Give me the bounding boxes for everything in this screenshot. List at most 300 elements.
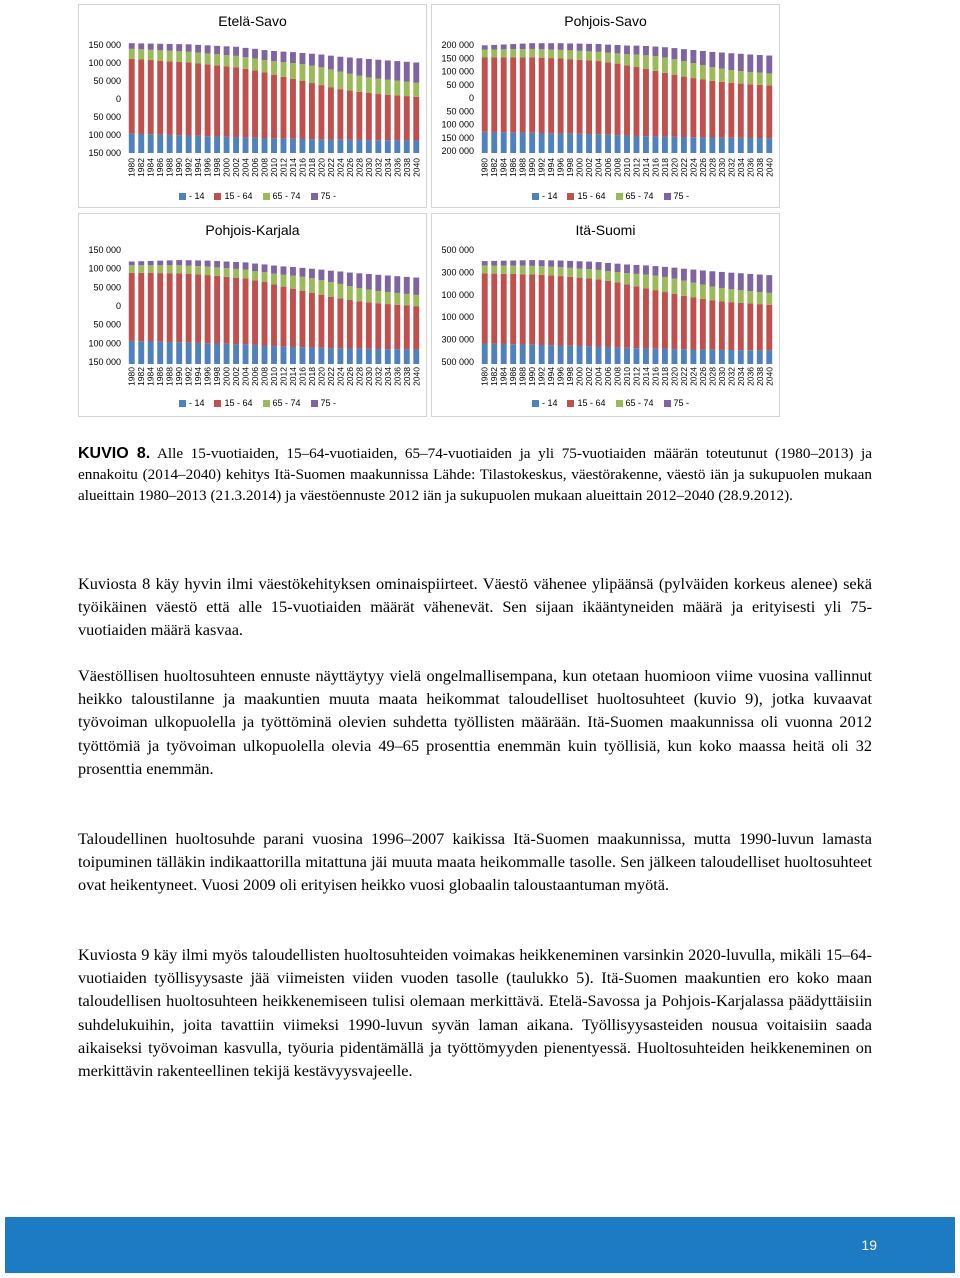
bar-segment-14 (539, 345, 545, 364)
x-tick-label: 2002 (584, 367, 595, 386)
bar-segment-14 (690, 137, 696, 153)
bar-segment-75 (738, 273, 744, 290)
bar-segment-14 (300, 139, 306, 153)
y-tick-label: 200 000 (441, 146, 474, 156)
bar-segment-65-74 (138, 49, 144, 59)
bar-segment-15-64 (653, 71, 659, 137)
bar-segment-75 (138, 43, 144, 49)
bar-segment-75 (404, 62, 410, 82)
x-tick-label: 2014 (640, 367, 651, 386)
x-tick-label: 2004 (593, 367, 604, 386)
bar-segment-65-74 (233, 56, 239, 67)
bar-segment-65-74 (728, 70, 734, 83)
bar-segment-75 (510, 44, 516, 49)
y-tick-label: 200 000 (441, 40, 474, 50)
bar-segment-14 (738, 138, 744, 153)
bar-segment-14 (747, 138, 753, 153)
bar-segment-65-74 (634, 274, 640, 286)
bar-segment-15-64 (224, 277, 230, 344)
bar-segment-15-64 (520, 274, 526, 344)
bar-segment-65-74 (214, 267, 220, 276)
bar-segment-15-64 (385, 304, 391, 349)
x-tick-label: 2034 (735, 367, 746, 386)
bar-segment-14 (356, 140, 362, 153)
x-tick-label: 2026 (344, 158, 355, 177)
bar-segment-65-74 (205, 53, 211, 64)
bar-segment-65-74 (176, 51, 182, 62)
bar-segment-15-64 (539, 275, 545, 345)
chart-pohjois-savo (431, 4, 780, 208)
legend-swatch (214, 193, 221, 200)
x-tick-label: 2006 (603, 367, 614, 386)
bar-segment-65-74 (520, 49, 526, 57)
chart-pohjois-karjala (78, 213, 427, 417)
bar-segment-15-64 (548, 276, 554, 346)
x-tick-label: 2032 (726, 158, 737, 177)
legend-label: 65 - 74 (272, 191, 301, 201)
bar-segment-14 (671, 349, 677, 364)
x-tick-label: 1998 (565, 367, 576, 386)
bar-segment-75 (129, 262, 135, 266)
figure-caption (78, 443, 872, 506)
x-tick-label: 2012 (278, 158, 289, 177)
bar-segment-65-74 (243, 57, 249, 69)
bar-segment-65-74 (520, 266, 526, 274)
x-tick-label: 2026 (697, 367, 708, 386)
bar-segment-75 (529, 260, 535, 266)
x-tick-label: 2038 (754, 158, 765, 177)
bar-segment-14 (690, 349, 696, 364)
bar-segment-75 (539, 260, 545, 266)
x-tick-label: 2030 (363, 367, 374, 386)
bar-segment-65-74 (356, 288, 362, 301)
bar-segment-75 (328, 56, 334, 70)
x-tick-label: 1986 (155, 367, 166, 386)
x-tick-label: 1980 (126, 158, 137, 177)
bar-segment-14 (176, 135, 182, 153)
bar-segment-75 (186, 44, 192, 51)
bar-segment-14 (700, 137, 706, 153)
bar-segment-14 (375, 349, 381, 364)
bar-segment-15-64 (375, 94, 381, 140)
bar-segment-14 (709, 138, 715, 153)
bar-segment-65-74 (719, 288, 725, 301)
bar-segment-75 (347, 273, 353, 287)
bar-segment-65-74 (510, 49, 516, 57)
bar-segment-15-64 (681, 77, 687, 137)
bar-segment-14 (233, 137, 239, 153)
bar-segment-15-64 (337, 298, 343, 348)
x-tick-label: 2030 (363, 158, 374, 177)
bar-segment-75 (567, 261, 573, 268)
bar-segment-15-64 (233, 67, 239, 137)
legend-swatch (567, 193, 574, 200)
bar-segment-14 (662, 349, 668, 364)
x-tick-label: 2000 (574, 367, 585, 386)
legend-swatch (214, 400, 221, 407)
x-tick-label: 2006 (250, 367, 261, 386)
x-tick-label: 1984 (145, 158, 156, 177)
bar-segment-75 (176, 260, 182, 265)
bar-segment-65-74 (634, 55, 640, 67)
bar-segment-15-64 (205, 64, 211, 136)
y-tick-label: 0 (115, 94, 121, 104)
bar-segment-15-64 (728, 302, 734, 350)
bar-segment-65-74 (300, 64, 306, 81)
y-tick-label: 100 000 (441, 66, 474, 77)
bar-segment-75 (690, 50, 696, 63)
bar-segment-65-74 (375, 79, 381, 94)
bar-segment-75 (662, 47, 668, 57)
bar-segment-14 (224, 137, 230, 153)
x-tick-label: 1994 (546, 158, 557, 177)
x-tick-label: 1990 (527, 367, 538, 386)
bar-segment-65-74 (738, 290, 744, 303)
x-tick-label: 2038 (401, 367, 412, 386)
bar-segment-14 (337, 348, 343, 364)
bar-segment-15-64 (148, 273, 154, 341)
bar-segment-15-64 (271, 75, 277, 139)
bar-segment-14 (681, 137, 687, 153)
x-tick-label: 1996 (555, 367, 566, 386)
x-tick-label: 2034 (735, 158, 746, 177)
bar-segment-75 (148, 261, 154, 265)
bar-segment-65-74 (328, 282, 334, 297)
bar-segment-14 (548, 345, 554, 364)
figure-caption-label: KUVIO 8. (78, 445, 151, 462)
bar-segment-65-74 (690, 63, 696, 78)
bar-segment-14 (300, 347, 306, 364)
legend-label: 75 - (673, 398, 690, 408)
bar-segment-14 (501, 132, 507, 153)
bar-segment-14 (148, 341, 154, 364)
chart-title: Pohjois-Savo (564, 13, 647, 29)
bar-segment-14 (577, 134, 583, 153)
chart-plot (79, 214, 428, 418)
bar-segment-75 (375, 275, 381, 291)
bar-segment-65-74 (167, 265, 173, 273)
bar-segment-65-74 (167, 51, 173, 61)
bar-segment-14 (148, 134, 154, 153)
bar-segment-14 (214, 136, 220, 153)
bar-segment-15-64 (738, 84, 744, 138)
bar-segment-14 (404, 349, 410, 364)
x-tick-label: 2004 (240, 367, 251, 386)
bar-segment-14 (577, 346, 583, 364)
bar-segment-65-74 (558, 267, 564, 276)
y-tick-label: 500 000 (441, 357, 474, 367)
bar-segment-14 (138, 341, 144, 364)
bar-segment-75 (290, 267, 296, 276)
bar-segment-14 (615, 135, 621, 153)
bar-segment-75 (548, 260, 554, 266)
bar-segment-75 (634, 265, 640, 274)
bar-segment-15-64 (262, 73, 268, 139)
bar-segment-14 (491, 132, 497, 153)
bar-segment-15-64 (394, 95, 400, 140)
legend-label: 15 - 64 (577, 191, 606, 201)
bar-segment-14 (195, 343, 201, 364)
bar-segment-15-64 (624, 284, 630, 347)
bar-segment-15-64 (681, 296, 687, 349)
y-tick-label: 50 000 (446, 106, 474, 117)
bar-segment-65-74 (337, 72, 343, 89)
bar-segment-14 (529, 345, 535, 364)
bar-segment-14 (138, 134, 144, 153)
x-tick-label: 2002 (231, 158, 242, 177)
bar-segment-14 (529, 133, 535, 153)
bar-segment-14 (337, 140, 343, 153)
y-tick-label: 50 000 (446, 79, 474, 90)
bar-segment-75 (300, 268, 306, 277)
bar-segment-14 (747, 350, 753, 364)
bar-segment-65-74 (318, 280, 324, 295)
x-tick-label: 1980 (126, 367, 137, 386)
bar-segment-65-74 (690, 283, 696, 298)
bar-segment-75 (281, 52, 287, 63)
bar-segment-15-64 (252, 280, 258, 345)
bar-segment-75 (747, 274, 753, 291)
bar-segment-14 (719, 350, 725, 364)
x-tick-label: 2002 (231, 367, 242, 386)
bar-segment-14 (567, 134, 573, 153)
bar-segment-15-64 (167, 273, 173, 342)
bar-segment-75 (262, 264, 268, 272)
body-paragraph: Väestöllisen huoltosuhteen ennuste näyttäytyy vielä ongelmallisempana, kun otetaan huomioon viime vuosina vallinnut heikko taloustilanne ja maakuntien muuta maata heikommat taloudelliset huoltosuhteet (kuvio 9), jotka kuvaavat työvoiman ulkopuolella ja työttöminä olevien suhdetta työllisten määrään. Itä-Suomen maakunnissa oli vuonna 2012 työttömiä ja työvoiman ulkopuolella olevia 49–65 prosenttia enemmän kuin työllisiä, kun koko maassa heitä oli 32 prosenttia enemmän. (78, 666, 872, 778)
bar-segment-14 (262, 346, 268, 364)
x-tick-label: 2040 (411, 158, 422, 177)
y-tick-label: 50 000 (93, 112, 121, 122)
chart-ita-suomi (431, 213, 780, 417)
bar-segment-14 (586, 346, 592, 364)
x-tick-label: 2020 (669, 367, 680, 386)
bar-segment-15-64 (300, 81, 306, 139)
x-tick-label: 1988 (164, 367, 175, 386)
bar-segment-75 (252, 49, 258, 59)
bar-segment-65-74 (148, 50, 154, 60)
x-tick-label: 1986 (508, 158, 519, 177)
bar-segment-14 (176, 342, 182, 364)
legend-label: 65 - 74 (625, 191, 654, 201)
x-tick-label: 1996 (202, 158, 213, 177)
bar-segment-15-64 (615, 64, 621, 136)
bar-segment-15-64 (491, 274, 497, 344)
y-tick-label: 50 000 (93, 282, 121, 293)
bar-segment-75 (615, 264, 621, 272)
x-tick-label: 2002 (584, 158, 595, 177)
bar-segment-65-74 (586, 51, 592, 60)
bar-segment-15-64 (309, 293, 315, 348)
bar-segment-15-64 (366, 302, 372, 348)
bar-segment-15-64 (728, 83, 734, 138)
bar-segment-75 (634, 46, 640, 55)
x-tick-label: 1992 (536, 367, 547, 386)
bar-segment-14 (252, 345, 258, 364)
bar-segment-75 (482, 261, 488, 265)
bar-segment-65-74 (747, 72, 753, 84)
bar-segment-65-74 (605, 53, 611, 63)
bar-segment-65-74 (129, 265, 135, 273)
bar-segment-15-64 (605, 281, 611, 347)
bar-segment-65-74 (558, 50, 564, 59)
bar-segment-75 (577, 261, 583, 268)
bar-segment-75 (709, 52, 715, 67)
bar-segment-15-64 (300, 291, 306, 348)
bar-segment-75 (671, 48, 677, 59)
bar-segment-14 (491, 344, 497, 364)
chart-title: Pohjois-Karjala (205, 222, 300, 238)
x-tick-label: 2008 (259, 367, 270, 386)
bar-segment-15-64 (605, 62, 611, 134)
bar-segment-65-74 (605, 271, 611, 281)
bar-segment-65-74 (300, 277, 306, 291)
bar-segment-65-74 (262, 60, 268, 72)
bar-segment-75 (243, 262, 249, 269)
x-tick-label: 2040 (411, 367, 422, 386)
bar-segment-75 (271, 51, 277, 61)
bar-segment-65-74 (404, 82, 410, 96)
bar-segment-65-74 (366, 290, 372, 303)
x-tick-label: 1982 (489, 367, 500, 386)
bar-segment-14 (615, 347, 621, 364)
bar-segment-15-64 (176, 62, 182, 135)
bar-segment-65-74 (243, 270, 249, 279)
bar-segment-15-64 (501, 274, 507, 344)
legend-swatch (311, 193, 318, 200)
x-tick-label: 2028 (707, 367, 718, 386)
legend-label: - 14 (188, 191, 205, 201)
bar-segment-75 (690, 270, 696, 283)
bar-segment-65-74 (671, 59, 677, 75)
bar-segment-75 (624, 46, 630, 55)
legend-swatch (664, 400, 671, 407)
bar-segment-75 (176, 44, 182, 51)
bar-segment-65-74 (596, 52, 602, 61)
bar-segment-65-74 (653, 276, 659, 291)
x-tick-label: 1982 (136, 367, 147, 386)
bar-segment-14 (681, 349, 687, 364)
bar-segment-75 (558, 261, 564, 268)
bar-segment-15-64 (539, 58, 545, 133)
bar-segment-75 (596, 44, 602, 52)
bar-segment-65-74 (394, 293, 400, 305)
x-tick-label: 2024 (688, 158, 699, 177)
bar-segment-75 (577, 44, 583, 51)
x-tick-label: 2036 (392, 367, 403, 386)
bar-segment-15-64 (709, 300, 715, 350)
bar-segment-65-74 (662, 277, 668, 292)
bar-segment-65-74 (766, 73, 772, 85)
bar-segment-14 (482, 132, 488, 153)
bar-segment-75 (318, 55, 324, 68)
bar-segment-65-74 (385, 80, 391, 95)
bar-segment-14 (605, 135, 611, 153)
bar-segment-14 (413, 140, 419, 153)
bar-segment-14 (653, 136, 659, 153)
x-tick-label: 1982 (489, 158, 500, 177)
bar-segment-75 (662, 267, 668, 277)
bar-segment-14 (662, 137, 668, 153)
bar-segment-15-64 (624, 65, 630, 135)
bar-segment-65-74 (577, 268, 583, 277)
bar-segment-65-74 (681, 61, 687, 76)
bar-segment-75 (491, 45, 497, 50)
bar-segment-65-74 (205, 267, 211, 275)
bar-segment-15-64 (643, 288, 649, 348)
bar-segment-14 (129, 341, 135, 364)
body-paragraph: Kuviosta 9 käy ilmi myös taloudellisten huoltosuhteiden voimakas heikkeneminen varsinkin 2020-luvulla, mikäli 15–64-vuotiaiden työllisyysaste jää viimeisten viiden vuoden tasolle (taulukko 5). Itä-Suomen maakuntien ero koko maan taloudellisen huoltosuhteen heikkenemiseen tulisi olemaan merkittävä. Etelä-Savossa ja Pohjois-Karjalassa päädyttäisiin suhdelukuihin, joita tavattiin viimeksi 1990-luvun syvän laman aikana. Työllisyysasteiden nousua voitaisiin saada aikaiseksi työvoiman kasvulla, työuria pidentämällä ja työttömyyden pienentyessä. Huoltosuhteiden heikkeneminen on merkittävin rakenteellinen tekijä kestävyysvajeelle. (78, 945, 872, 1081)
y-tick-label: 100 000 (441, 119, 474, 130)
x-tick-label: 2018 (659, 158, 670, 177)
bar-segment-14 (167, 135, 173, 153)
bar-segment-65-74 (148, 265, 154, 273)
x-tick-label: 2020 (316, 367, 327, 386)
bar-segment-65-74 (596, 270, 602, 279)
chart-plot (432, 214, 781, 418)
bar-segment-65-74 (290, 63, 296, 79)
bar-segment-15-64 (157, 61, 163, 135)
bar-segment-15-64 (690, 297, 696, 349)
bar-segment-14 (233, 344, 239, 364)
bar-segment-65-74 (271, 61, 277, 74)
bar-segment-75 (233, 262, 239, 269)
y-tick-label: 100 000 (88, 338, 121, 349)
bar-segment-65-74 (548, 50, 554, 59)
bar-segment-15-64 (186, 274, 192, 343)
bar-segment-14 (700, 350, 706, 364)
bar-segment-14 (309, 139, 315, 153)
bar-segment-15-64 (510, 57, 516, 132)
bar-segment-15-64 (214, 65, 220, 136)
bar-segment-75 (394, 276, 400, 293)
bar-segment-14 (290, 347, 296, 364)
bar-segment-15-64 (394, 305, 400, 349)
bar-segment-15-64 (510, 274, 516, 344)
bar-segment-14 (385, 349, 391, 364)
bar-segment-14 (558, 346, 564, 364)
bar-segment-75 (157, 261, 163, 266)
legend-swatch (616, 400, 623, 407)
y-tick-label: 300 000 (441, 267, 474, 278)
x-tick-label: 2032 (373, 367, 384, 386)
x-tick-label: 2026 (344, 367, 355, 386)
x-tick-label: 2010 (622, 158, 632, 177)
x-tick-label: 1996 (555, 158, 566, 177)
x-tick-label: 1988 (164, 158, 175, 177)
x-tick-label: 1980 (479, 367, 490, 386)
bar-segment-14 (757, 138, 763, 153)
legend-swatch (532, 400, 539, 407)
legend-label: 15 - 64 (224, 191, 253, 201)
bar-segment-14 (366, 349, 372, 364)
x-tick-label: 2040 (764, 367, 775, 386)
bar-segment-14 (366, 140, 372, 153)
bar-segment-15-64 (138, 59, 144, 134)
bar-segment-14 (157, 135, 163, 153)
bar-segment-14 (281, 139, 287, 153)
bar-segment-65-74 (757, 292, 763, 304)
bar-segment-75 (167, 44, 173, 51)
x-tick-label: 1984 (498, 367, 509, 386)
x-tick-label: 2024 (335, 367, 346, 386)
bar-segment-65-74 (328, 69, 334, 87)
x-tick-label: 1990 (174, 367, 185, 386)
bar-segment-65-74 (366, 77, 372, 93)
x-tick-label: 2004 (240, 158, 251, 177)
bar-segment-15-64 (491, 57, 497, 132)
bar-segment-15-64 (671, 75, 677, 137)
body-paragraph: Taloudellinen huoltosuhde parani vuosina 1996–2007 kaikissa Itä-Suomen maakunnissa, mutta 1990-luvun lamasta toipuminen tälläkin indikaattorilla mitattuna jäi muuta maata heikommalle tasolle. Sen jälkeen taloudelliset huoltosuhteet ovat heikentyneet. Vuosi 2009 oli erityisen heikko vuosi globaalin taloustaantuman myötä. (78, 829, 872, 895)
